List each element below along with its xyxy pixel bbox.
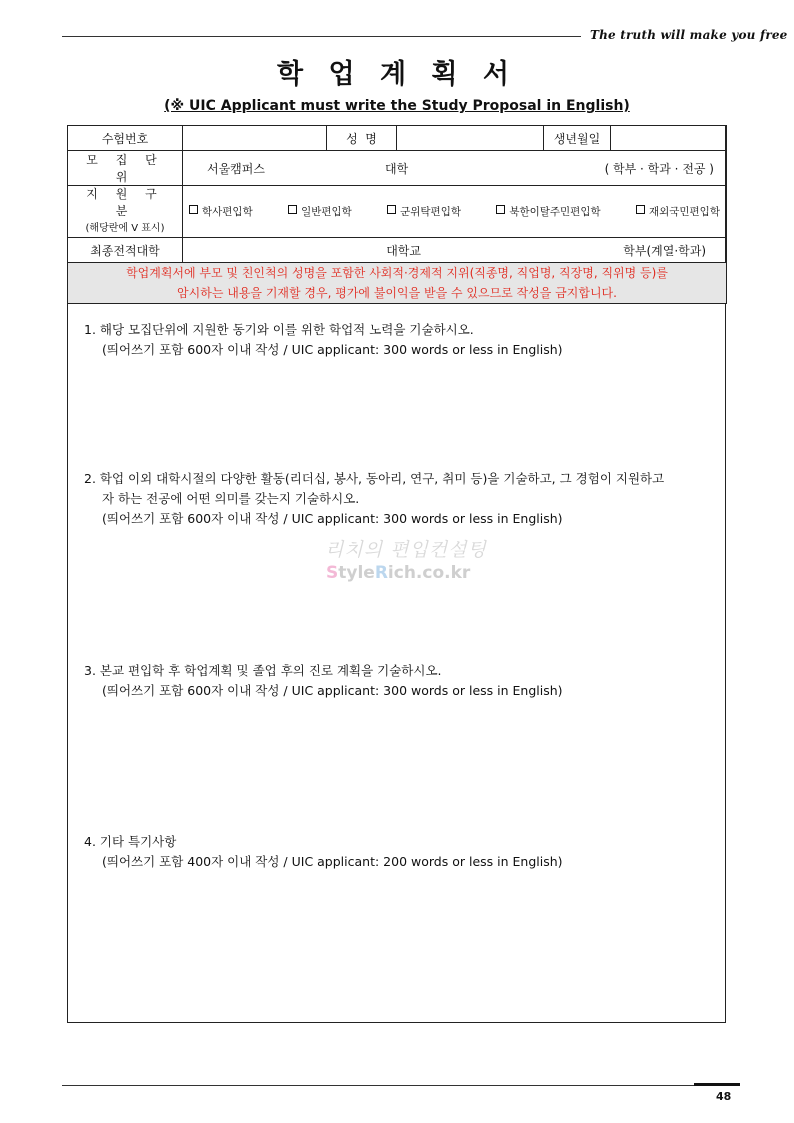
question-note: (띄어쓰기 포함 600자 이내 작성 / UIC applicant: 300 words or less in English) [102,683,563,698]
watermark-part: ich.co.kr [387,563,471,583]
last-school-label: 최종전적대학 [68,238,183,263]
type-sublabel: (해당란에 V 표시) [85,223,165,234]
page-subtitle: (※ UIC Applicant must write the Study Proposal in English) [164,98,630,114]
footer-accent-bar [694,1083,740,1086]
question-text: 3. 본교 편입학 후 학업계획 및 졸업 후의 진로 계획을 기술하시오. [84,663,442,678]
option-general[interactable] [288,204,352,219]
option-military[interactable] [387,204,461,219]
last-school-field[interactable] [183,238,727,263]
question-text: 1. 해당 모집단위에 지원한 동기와 이를 위한 학업적 노력을 기술하시오. [84,322,474,337]
header-rule [62,36,581,37]
notice-box [68,263,727,304]
unit-field[interactable] [183,151,727,186]
row-unit [68,151,727,186]
checkbox-icon [636,205,645,214]
watermark-logo [326,563,470,583]
option-label: 북한이탈주민편입학 [509,206,601,218]
question-text-cont: 자 하는 전공에 어떤 의미를 갖는지 기술하시오. [102,491,360,506]
option-bachelor[interactable] [189,204,253,219]
unit-label: 모 집 단 위 [68,151,183,186]
checkbox-icon [189,205,198,214]
page-title: 학 업 계 획 서 [276,59,517,90]
watermark-part: tyle [338,563,375,583]
name-field[interactable] [397,126,544,151]
option-label: 학사편입학 [202,206,253,218]
question-4 [84,832,730,872]
watermark-letter: S [326,563,339,583]
watermark-letter: R [374,563,388,583]
dob-field[interactable] [611,126,727,151]
option-overseas[interactable] [636,204,720,219]
question-text: 4. 기타 특기사항 [84,834,177,849]
row-exam-no [68,126,727,151]
header-motto: The truth will make you free [590,28,788,42]
question-2 [84,469,730,529]
option-label: 재외국민편입학 [648,206,720,218]
dob-label: 생년월일 [544,126,611,151]
notice-line-2: 암시하는 내용을 기재할 경우, 평가에 불이익을 받을 수 있으므로 작성을 금지합니다. [177,286,617,300]
question-3 [84,661,730,701]
exam-no-field[interactable] [183,126,327,151]
type-label-cell [68,186,183,238]
option-defector[interactable] [496,204,600,219]
checkbox-icon [288,205,297,214]
option-label: 일반편입학 [301,206,352,218]
question-text: 2. 학업 이외 대학시절의 다양한 활동(리더십, 봉사, 동아리, 연구, 취미 등)을 기술하고, 그 경험이 지원하고 [84,471,665,486]
page-number: 48 [716,1090,732,1103]
notice-line-1: 학업계획서에 부모 및 친인척의 성명을 포함한 사회적·경제적 지위(직종명, 직업명, 직장명, 직위명 등)를 [126,266,668,280]
type-options [183,186,727,238]
type-label: 지 원 구 분 [86,187,164,218]
university-text: 대학교 [386,243,421,258]
question-note: (띄어쓰기 포함 600자 이내 작성 / UIC applicant: 300 words or less in English) [102,342,563,357]
checkbox-icon [387,205,396,214]
watermark-text: 리치의 편입컨설팅 [325,539,487,561]
dept-hint: ( 학부 · 학과 · 전공 ) [604,161,714,176]
row-last-school [68,238,727,263]
row-notice [68,263,727,304]
question-note: (띄어쓰기 포함 400자 이내 작성 / UIC applicant: 200 words or less in English) [102,854,563,869]
exam-no-label: 수험번호 [68,126,183,151]
option-label: 군위탁편입학 [400,206,461,218]
checkbox-icon [496,205,505,214]
row-type [68,186,727,238]
footer-rule [62,1085,734,1086]
department-text: 학부(계열·학과) [623,243,706,258]
applicant-info-table [67,125,727,304]
campus-text: 서울캠퍼스 [207,161,265,176]
name-label: 성 명 [327,126,397,151]
question-note: (띄어쓰기 포함 600자 이내 작성 / UIC applicant: 300 words or less in English) [102,511,563,526]
college-text: 대학 [385,161,409,176]
question-1 [84,320,730,360]
